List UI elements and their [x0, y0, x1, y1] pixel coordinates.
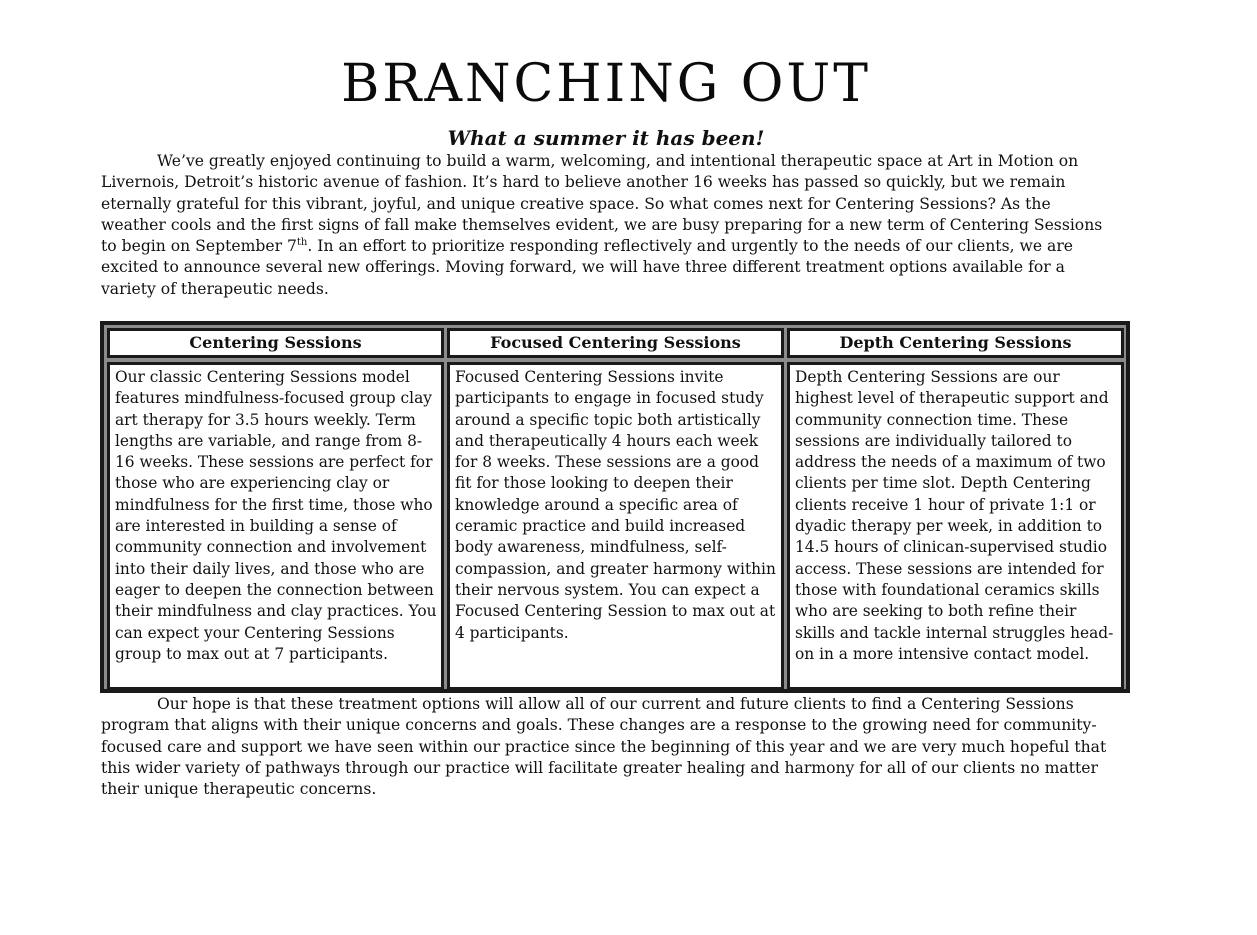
closing-paragraph: Our hope is that these treatment options will allow all of our current and future clients to find a Centering Sessions program that aligns with their unique concerns and goals. These changes are a response to the growing need for community-focused care and support we have seen within our practice since the beginning of this year and we are very much hopeful that this wider variety of pathways through our practice will facilitate greater healing and harmony for all of our clients no matter their unique therapeutic concerns.: [101, 695, 1107, 799]
column-header-depth: Depth Centering Sessions: [787, 328, 1124, 358]
intro-text-part1: We’ve greatly enjoyed continuing to build a warm, welcoming, and intentional therapeutic space at Art in Motion on Livernois, Detroit’s historic avenue of fashion. It’s hard to believe another 16 weeks has passed so quickly, but we remain eternally grateful for this vibrant, joyful, and unique creative space. So what comes next for Centering Sessions? As the weather cools and the first signs of fall make themselves evident, we are busy preparing for a new term of Centering Sessions to begin on September 7: [101, 152, 1103, 256]
column-header-centering: Centering Sessions: [107, 328, 444, 358]
column-body-centering: Our classic Centering Sessions model features mindfulness-focused group clay art therapy for 3.5 hours weekly. Term lengths are variable, and range from 8-16 weeks. These sessions are perfect for those who are experiencing clay or mindfulness for the first time, those who are interested in building a sense of community connection and involvement into their daily lives, and those who are eager to deepen the connection between their mindfulness and clay practices. You can expect your Centering Sessions group to max out at 7 participants.: [107, 362, 444, 690]
subtitle: What a summer it has been!: [447, 126, 765, 150]
sessions-table: [100, 321, 1130, 693]
column-body-focused: Focused Centering Sessions invite participants to engage in focused study around a specific topic both artistically and therapeutically 4 hours each week for 8 weeks. These sessions are a good fit for those looking to deepen their knowledge around a specific area of ceramic practice and build increased body awareness, mindfulness, self-compassion, and greater harmony within their nervous system. You can expect a Focused Centering Session to max out at 4 participants.: [447, 362, 784, 690]
intro-superscript: th: [296, 237, 308, 248]
intro-text-part2: . In an effort to prioritize responding reflectively and urgently to the needs of our clients, we are excited to announce several new offerings. Moving forward, we will have three different treatment options available for a variety of therapeutic needs.: [101, 237, 1074, 298]
intro-paragraph: [101, 151, 1116, 300]
column-header-focused: Focused Centering Sessions: [447, 328, 784, 358]
masthead-title: BRANCHING OUT: [341, 54, 871, 114]
column-body-depth: Depth Centering Sessions are our highest level of therapeutic support and community connection time. These sessions are individually tailored to address the needs of a maximum of two clients per time slot. Depth Centering clients receive 1 hour of private 1:1 or dyadic therapy per week, in addition to 14.5 hours of clinican-supervised studio access. These sessions are intended for those with foundational ceramics skills who are seeking to both refine their skills and tackle internal struggles head-on in a more intensive contact model.: [787, 362, 1124, 690]
